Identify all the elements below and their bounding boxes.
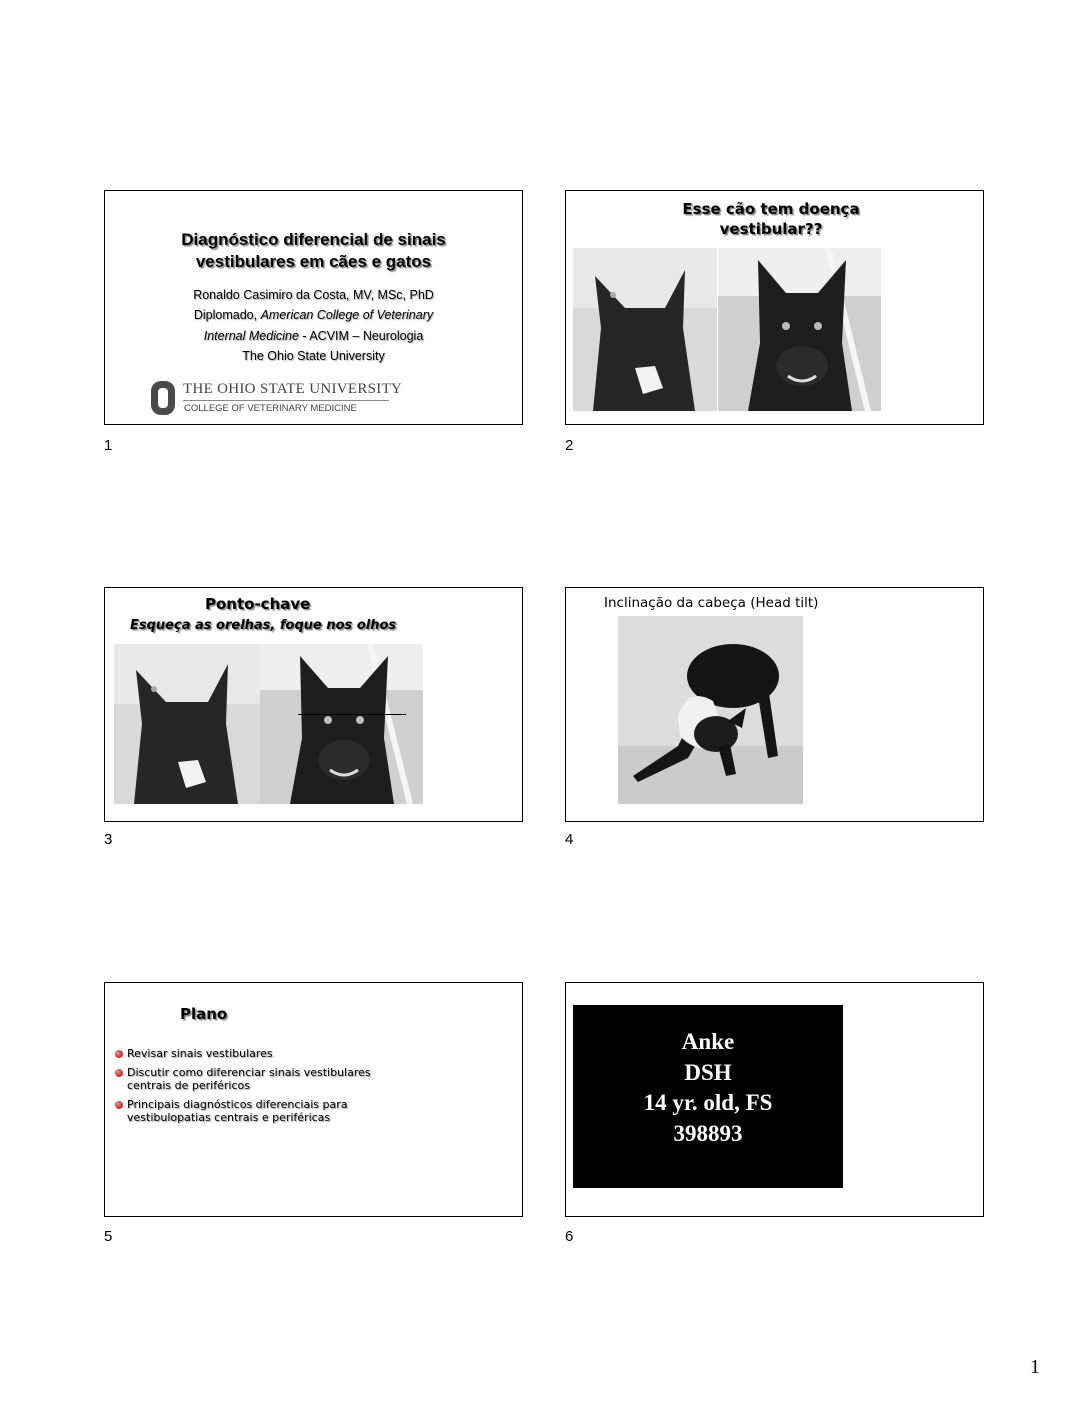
osu-logo (151, 379, 403, 417)
slide-number-3: 3 (104, 831, 113, 848)
dog-back-photo (573, 248, 717, 411)
patient-name: Anke (681, 1029, 735, 1054)
diploma-line (105, 308, 522, 322)
slide-4 (565, 587, 984, 822)
title-line-1: Esse cão tem doença (682, 200, 860, 218)
logo-divider (183, 400, 389, 401)
dog-back-photo (114, 644, 260, 804)
slide-4-title: Inclinação da cabeça (Head tilt) (604, 595, 819, 611)
logo-sub: COLLEGE OF VETERINARY MEDICINE (184, 403, 357, 414)
specialty-line (105, 329, 522, 343)
diploma-college: American College of Veterinary (260, 308, 434, 322)
slide-5-title: Plano (180, 1005, 228, 1023)
slide-number-2: 2 (565, 437, 574, 454)
patient-id: 398893 (673, 1120, 743, 1146)
title-line-2: vestibulares em cães e gatos (195, 252, 432, 271)
slide-3-subtitle: Esqueça as orelhas, foque nos olhos (130, 618, 397, 633)
slide-6 (565, 982, 984, 1217)
slide-number-6: 6 (565, 1228, 574, 1245)
slide-number-4: 4 (565, 831, 574, 848)
slide-3 (104, 587, 523, 822)
specialty-rest: - ACVIM – Neurologia (298, 329, 424, 343)
diploma-prefix: Diplomado, (193, 308, 261, 322)
patient-breed: DSH (684, 1059, 732, 1085)
patient-age-sex: 14 yr. old, FS (643, 1090, 773, 1115)
title-line-2: vestibular?? (719, 220, 823, 238)
list-item-text: Discutir como diferenciar sinais vestibulares centrais de periféricos (127, 1065, 371, 1092)
page-number: 1 (1030, 1356, 1040, 1378)
logo-name: THE OHIO STATE UNIVERSITY (183, 381, 403, 397)
slide-1 (104, 190, 523, 425)
author-line: Ronaldo Casimiro da Costa, MV, MSc, PhD (193, 288, 434, 302)
slide-number-5: 5 (104, 1228, 113, 1245)
slide-3-title: Ponto-chave (205, 595, 311, 613)
head-tilt-dog-photo (618, 616, 803, 804)
slide-2-title (621, 199, 921, 239)
bullet-icon (115, 1101, 123, 1109)
slide-5 (104, 982, 523, 1217)
list-item (115, 1098, 375, 1125)
bullet-icon (115, 1069, 123, 1077)
slide-number-1: 1 (104, 437, 113, 454)
dog-front-photo (260, 644, 423, 804)
bullet-icon (115, 1050, 123, 1058)
list-item (115, 1066, 375, 1093)
list-item-text: Principais diagnósticos diferenciais para vestibulopatias centrais e periféricas (127, 1097, 348, 1124)
list-item-text: Revisar sinais vestibulares (127, 1047, 273, 1060)
eye-level-line (298, 714, 406, 715)
dog-front-photo (718, 248, 881, 411)
slide-2 (565, 190, 984, 425)
list-item (115, 1047, 375, 1061)
specialty-name: Internal Medicine (203, 329, 299, 343)
title-line-1: Diagnóstico diferencial de sinais (181, 230, 446, 249)
patient-card (573, 1005, 843, 1188)
institution-line: The Ohio State University (242, 349, 385, 363)
plan-list (115, 1047, 375, 1130)
slide-1-title (105, 229, 522, 273)
